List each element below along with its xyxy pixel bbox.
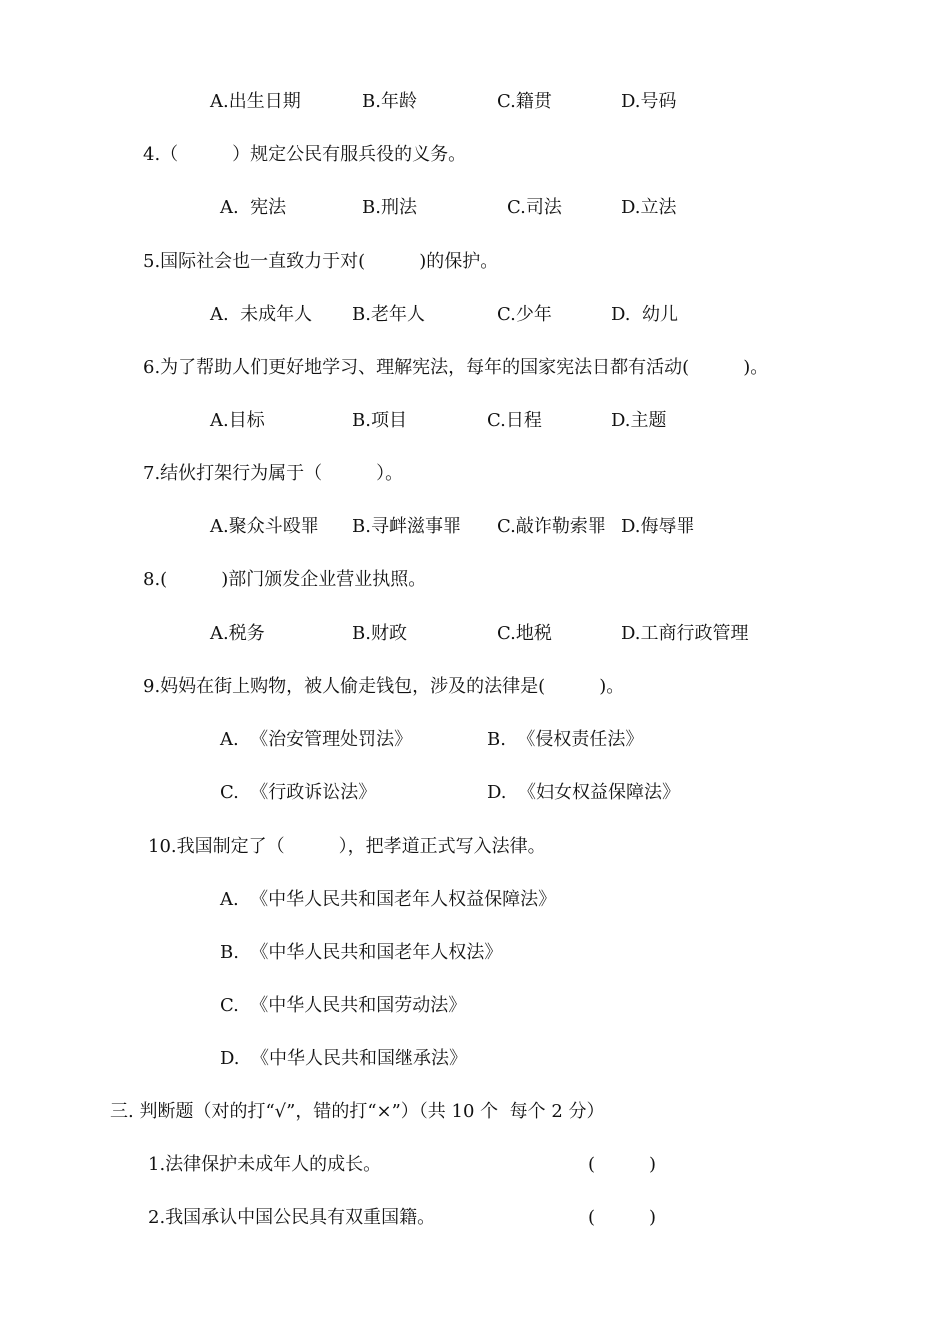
q6-option-d: D.主题: [611, 410, 667, 431]
q7-option-a: A.聚众斗殴罪: [210, 516, 319, 537]
q3-option-a: A.出生日期: [210, 91, 301, 112]
q5-option-a: A. 未成年人: [210, 304, 313, 325]
q5-option-b: B.老年人: [352, 304, 425, 325]
q10-option-c: C. 《中华人民共和国劳动法》: [220, 995, 467, 1016]
q4-option-c: C.司法: [507, 197, 562, 218]
q9-option-a: A. 《治安管理处罚法》: [220, 729, 413, 750]
judge-item-1-blank: ( ): [588, 1154, 657, 1175]
q6-option-a: A.目标: [210, 410, 265, 431]
q4-stem: 4.（ ）规定公民有服兵役的义务。: [143, 144, 467, 165]
q7-option-d: D.侮辱罪: [621, 516, 695, 537]
q9-option-d: D. 《妇女权益保障法》: [487, 782, 680, 803]
q9-option-c: C. 《行政诉讼法》: [220, 782, 377, 803]
q7-option-c: C.敲诈勒索罪: [497, 516, 606, 537]
q9-stem: 9.妈妈在街上购物，被人偷走钱包，涉及的法律是( )。: [143, 676, 625, 697]
q5-option-d: D. 幼儿: [611, 304, 678, 325]
q4-option-b: B.刑法: [362, 197, 417, 218]
q7-option-b: B.寻衅滋事罪: [352, 516, 461, 537]
q3-option-c: C.籍贯: [497, 91, 552, 112]
q3-option-d: D.号码: [621, 91, 677, 112]
q5-stem: 5.国际社会也一直致力于对( )的保护。: [143, 251, 499, 272]
q4-option-a: A. 宪法: [220, 197, 287, 218]
q10-option-b: B. 《中华人民共和国老年人权法》: [220, 942, 503, 963]
q10-stem: 10.我国制定了（ ），把孝道正式写入法律。: [148, 836, 546, 857]
q10-option-d: D. 《中华人民共和国继承法》: [220, 1048, 467, 1069]
q10-option-a: A. 《中华人民共和国老年人权益保障法》: [220, 889, 557, 910]
judge-item-2-blank: ( ): [588, 1207, 657, 1228]
q6-option-c: C.日程: [487, 410, 542, 431]
judge-item-1-text: 1.法律保护未成年人的成长。: [148, 1154, 382, 1175]
q6-stem: 6.为了帮助人们更好地学习、理解宪法，每年的国家宪法日都有活动( )。: [143, 357, 769, 378]
q6-option-b: B.项目: [352, 410, 407, 431]
q8-option-a: A.税务: [210, 623, 265, 644]
q7-stem: 7.结伙打架行为属于（ ）。: [143, 463, 404, 484]
q8-stem: 8.( )部门颁发企业营业执照。: [143, 569, 427, 590]
q3-option-b: B.年龄: [362, 91, 417, 112]
q9-option-b: B. 《侵权责任法》: [487, 729, 644, 750]
q4-option-d: D.立法: [621, 197, 677, 218]
q8-option-d: D.工商行政管理: [621, 623, 749, 644]
q8-option-b: B.财政: [352, 623, 407, 644]
judge-item-2-text: 2.我国承认中国公民具有双重国籍。: [148, 1207, 436, 1228]
q5-option-c: C.少年: [497, 304, 552, 325]
section3-heading: 三. 判断题（对的打“√”，错的打“×”）（共 10 个 每个 2 分）: [110, 1101, 605, 1122]
q8-option-c: C.地税: [497, 623, 552, 644]
